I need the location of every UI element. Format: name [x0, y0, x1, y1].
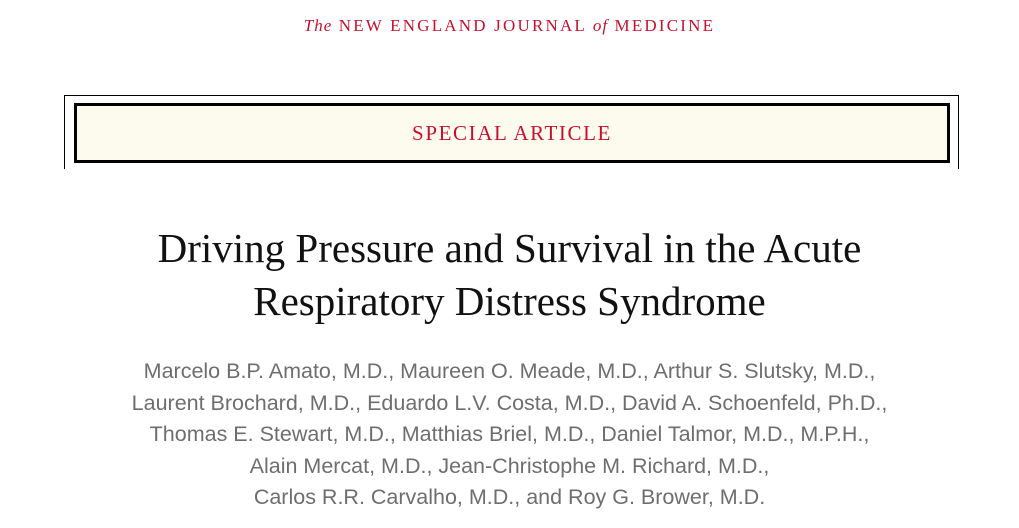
author-line: Carlos R.R. Carvalho, M.D., and Roy G. Brower, M.D. [253, 485, 766, 509]
author-line: Marcelo B.P. Amato, M.D., Maureen O. Meade, M.D., Arthur S. Slutsky, M.D., [143, 359, 876, 383]
title-line: Driving Pressure and Survival in the Acute [157, 225, 862, 271]
journal-prefix: The [303, 16, 333, 35]
author-line: Laurent Brochard, M.D., Eduardo L.V. Costa, M.D., David A. Schoenfeld, Ph.D., [131, 390, 888, 415]
author-line: Alain Mercat, M.D., Jean-Christophe M. Richard, M.D., [249, 453, 770, 478]
journal-masthead [0, 16, 1019, 36]
article-title [0, 222, 1019, 328]
author-list [0, 356, 1019, 514]
journal-connector: of [592, 16, 609, 35]
journal-name-part2: MEDICINE [614, 16, 716, 35]
journal-name-part1: NEW ENGLAND JOURNAL [338, 16, 587, 35]
article-type-banner [74, 103, 950, 163]
article-type-label: SPECIAL ARTICLE [412, 120, 612, 145]
author-line: Thomas E. Stewart, M.D., Matthias Briel, M.D., Daniel Talmor, M.D., M.P.H., [149, 422, 870, 446]
title-line: Respiratory Distress Syndrome [253, 278, 766, 324]
